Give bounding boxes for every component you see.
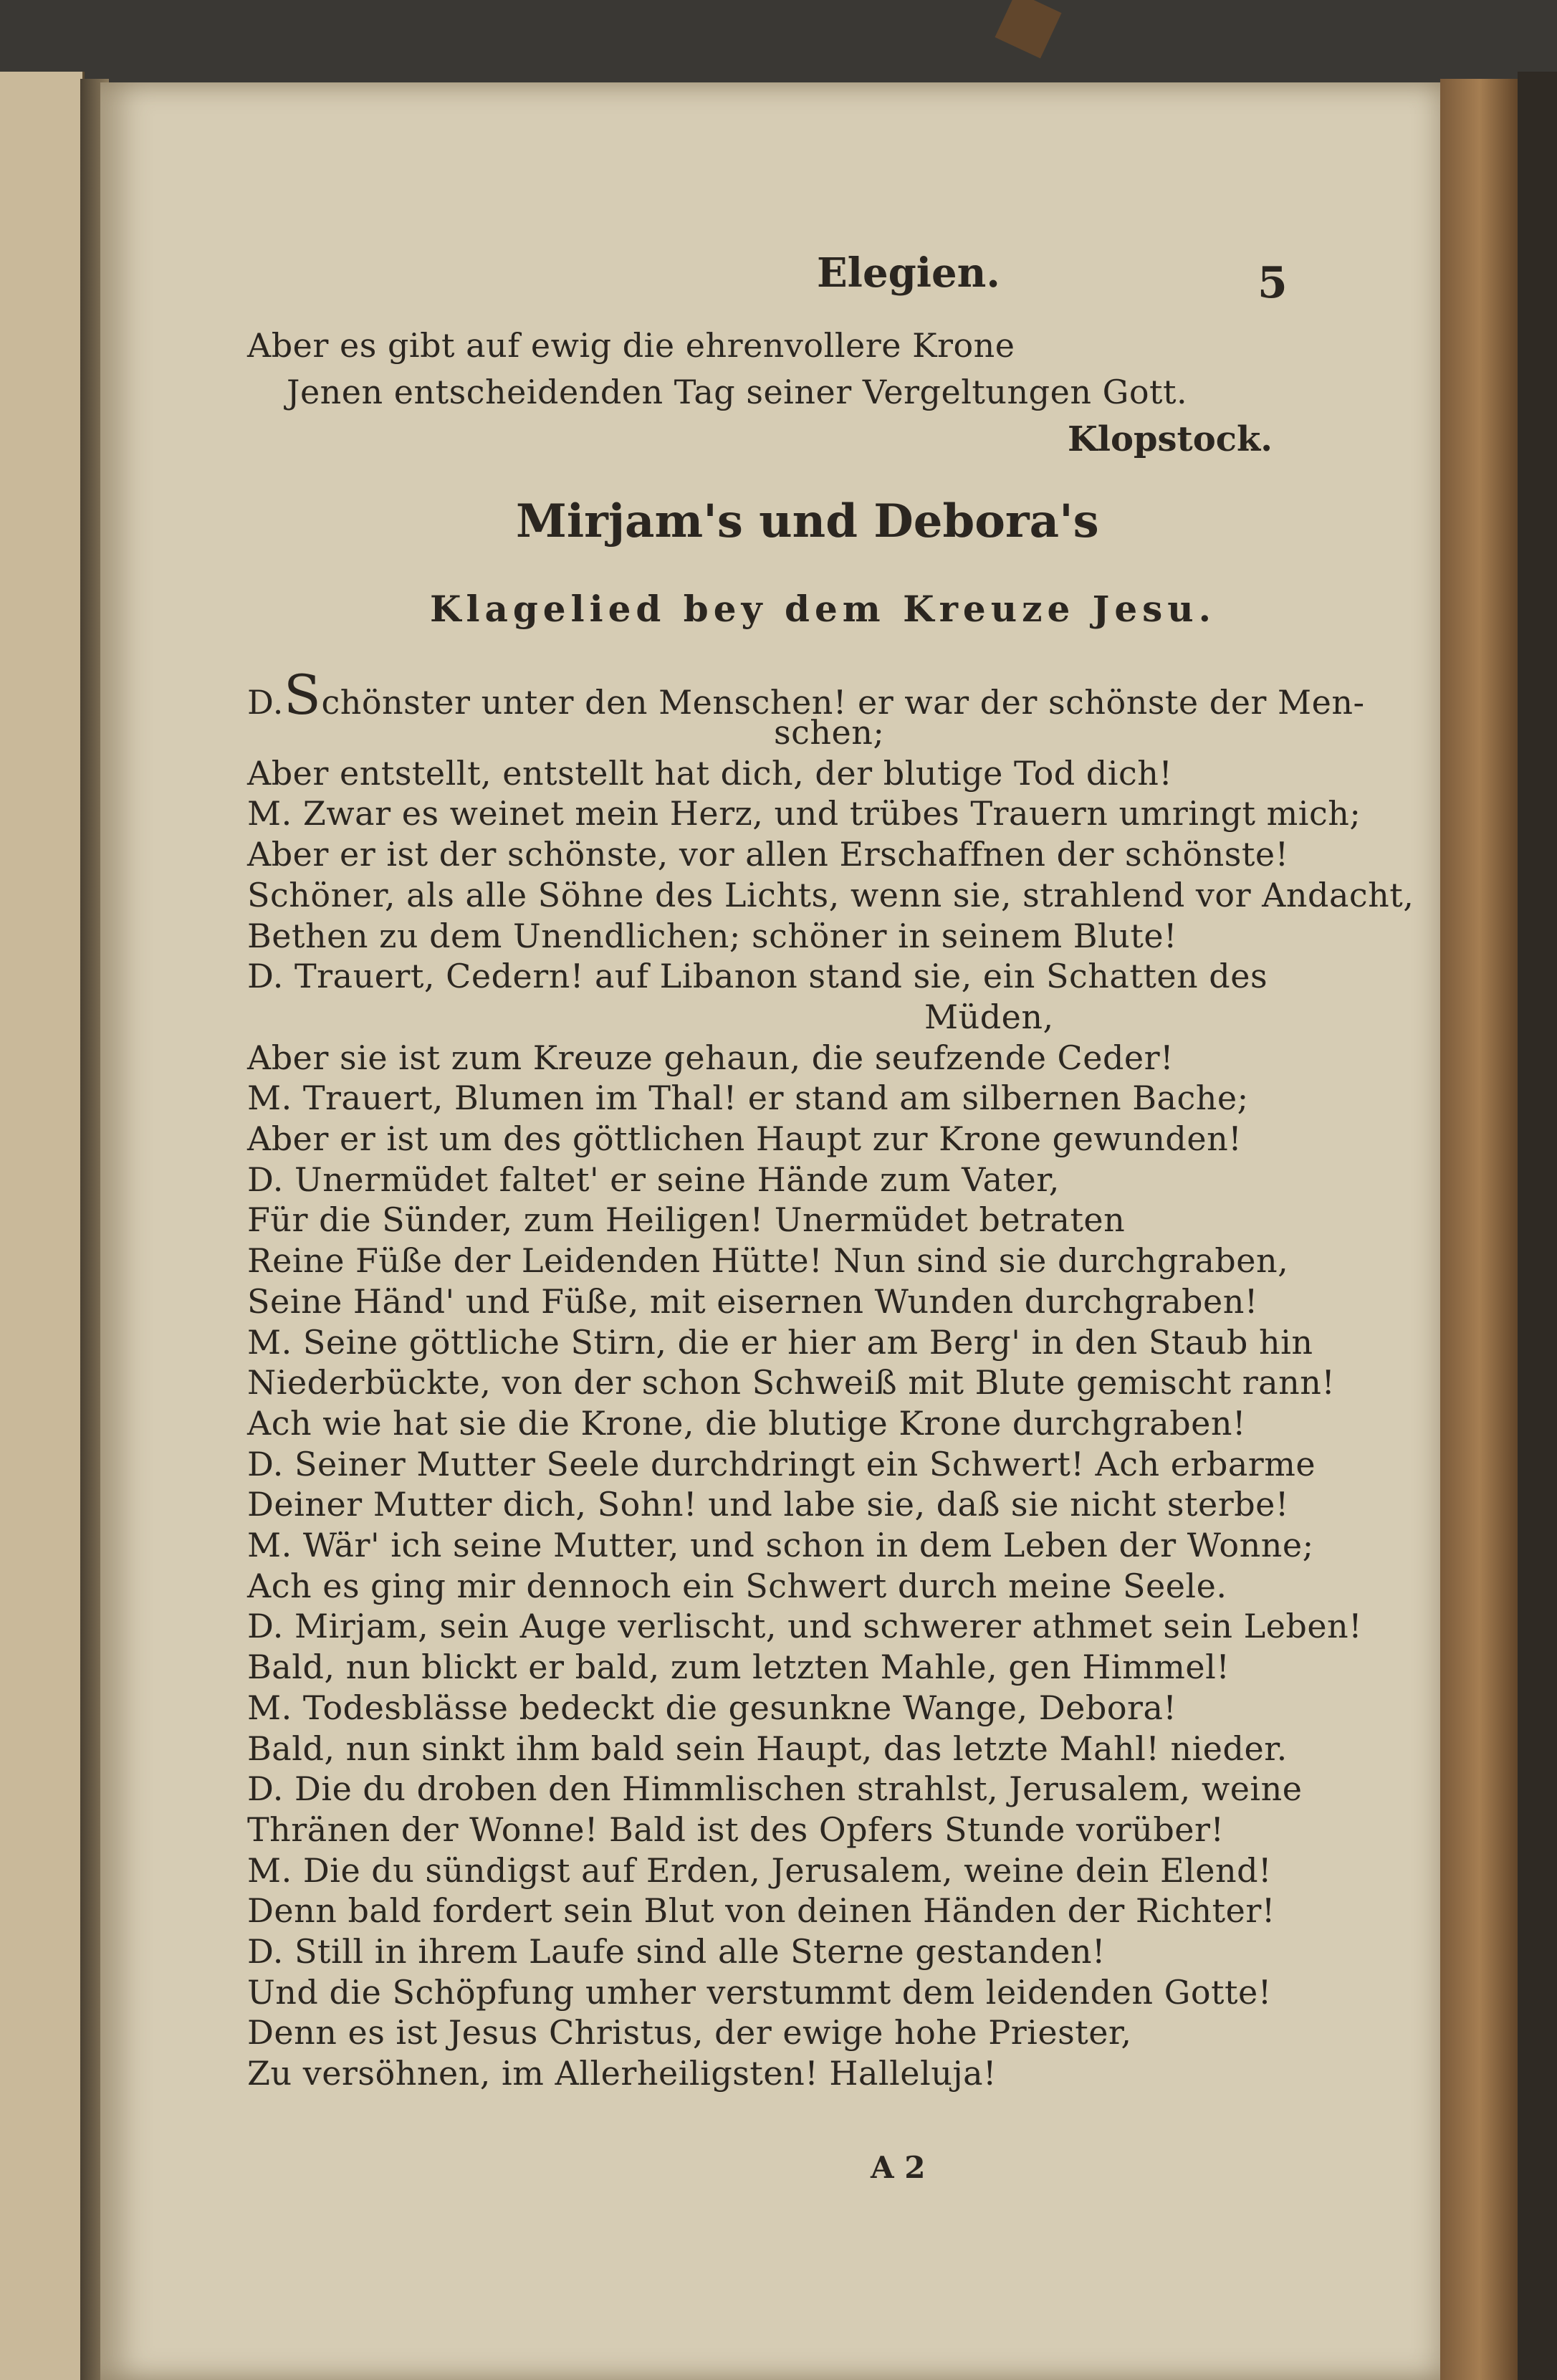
poem-title: Mirjam's und Debora's xyxy=(516,494,1099,548)
poem-line: Aber entstellt, entstellt hat dich, der blutige Tod dich! xyxy=(247,753,1173,793)
poem-line: Seine Händ' und Füße, mit eisernen Wunden durchgraben! xyxy=(247,1281,1258,1321)
poem-subtitle: Klagelied bey dem Kreuze Jesu. xyxy=(430,588,1217,630)
poem-line: D. Still in ihrem Laufe sind alle Sterne gestanden! xyxy=(247,1932,1106,1971)
poem-line: D. Unermüdet faltet' er seine Hände zum Vater, xyxy=(247,1160,1060,1199)
poem-line: Schöner, als alle Söhne des Lichts, wenn sie, strahlend vor Andacht, xyxy=(247,875,1414,914)
poem-line: Zu versöhnen, im Allerheiligsten! Halleluja! xyxy=(247,2054,997,2093)
poem-line: Ach es ging mir dennoch ein Schwert durch meine Seele. xyxy=(247,1566,1227,1605)
poem-line: Bethen zu dem Unendlichen; schöner in seinem Blute! xyxy=(247,916,1178,955)
poem-line: Denn bald fordert sein Blut von deinen Händen der Richter! xyxy=(247,1891,1275,1931)
poem-line: Bald, nun blickt er bald, zum letzten Mahle, gen Himmel! xyxy=(247,1648,1230,1687)
poem-line: M. Die du sündigst auf Erden, Jerusalem, weine dein Elend! xyxy=(247,1850,1273,1890)
running-title: Elegien. xyxy=(817,249,1000,297)
poem-line: Aber er ist um des göttlichen Haupt zur Krone gewunden! xyxy=(247,1119,1242,1158)
signature-mark: A 2 xyxy=(871,2150,926,2185)
poem-line: M. Zwar es weinet mein Herz, und trübes Trauern umringt mich; xyxy=(247,794,1361,833)
epigraph-author: Klopstock. xyxy=(1068,419,1273,459)
leather-binding-edge xyxy=(1440,79,1519,2380)
poem-line: Aber sie ist zum Kreuze gehaun, die seufzende Ceder! xyxy=(247,1038,1174,1077)
binding-shadow xyxy=(1518,72,1557,2380)
first-line-text: chönster unter den Menschen! er war der schönste der Men- xyxy=(321,683,1365,722)
poem-line: M. Trauert, Blumen im Thal! er stand am silbernen Bache; xyxy=(247,1079,1249,1118)
poem-line: D. Mirjam, sein Auge verlischt, und schwerer athmet sein Leben! xyxy=(247,1607,1363,1646)
poem-line: M. Wär' ich seine Mutter, und schon in dem Leben der Wonne; xyxy=(247,1526,1314,1564)
poem-line: schen; xyxy=(774,713,885,752)
epigraph-line: Aber es gibt auf ewig die ehrenvollere Krone xyxy=(247,326,1015,365)
poem-line: Reine Füße der Leidenden Hütte! Nun sind sie durchgraben, xyxy=(247,1241,1289,1281)
poem-line: D. Seiner Mutter Seele durchdringt ein Schwert! Ach erbarme xyxy=(247,1444,1316,1483)
speaker-label: D. xyxy=(247,683,284,722)
poem-line: Müden, xyxy=(924,997,1054,1036)
poem-line: Aber er ist der schönste, vor allen Erschaffnen der schönste! xyxy=(247,835,1289,874)
poem-line: D. Trauert, Cedern! auf Libanon stand sie, ein Schatten des xyxy=(247,957,1268,996)
poem-line: Denn es ist Jesus Christus, der ewige hohe Priester, xyxy=(247,2013,1132,2052)
poem-line: Bald, nun sinkt ihm bald sein Haupt, das letzte Mahl! nieder. xyxy=(247,1729,1288,1768)
poem-line: Für die Sünder, zum Heiligen! Unermüdet betraten xyxy=(247,1200,1126,1240)
poem-line: Und die Schöpfung umher verstummt dem leidenden Gotte! xyxy=(247,1972,1272,2012)
poem-line: Ach wie hat sie die Krone, die blutige Krone durchgraben! xyxy=(247,1403,1247,1443)
epigraph-line: Jenen entscheidenden Tag seiner Vergeltungen Gott. xyxy=(287,373,1188,411)
drop-cap: S xyxy=(283,663,322,727)
poem-line: M. Todesblässe bedeckt die gesunkne Wange, Debora! xyxy=(247,1688,1177,1727)
poem-line: Deiner Mutter dich, Sohn! und labe sie, daß sie nicht sterbe! xyxy=(247,1485,1289,1524)
page-number: 5 xyxy=(1257,258,1288,308)
poem-line: D. Die du droben den Himmlischen strahlst, Jerusalem, weine xyxy=(247,1769,1303,1809)
poem-line: Niederbückte, von der schon Schweiß mit Blute gemischt rann! xyxy=(247,1363,1336,1402)
poem-line: Thränen der Wonne! Bald ist des Opfers Stunde vorüber! xyxy=(247,1810,1225,1849)
poem-line: M. Seine göttliche Stirn, die er hier am Berg' in den Staub hin xyxy=(247,1322,1313,1362)
left-page-edge xyxy=(0,72,85,2380)
